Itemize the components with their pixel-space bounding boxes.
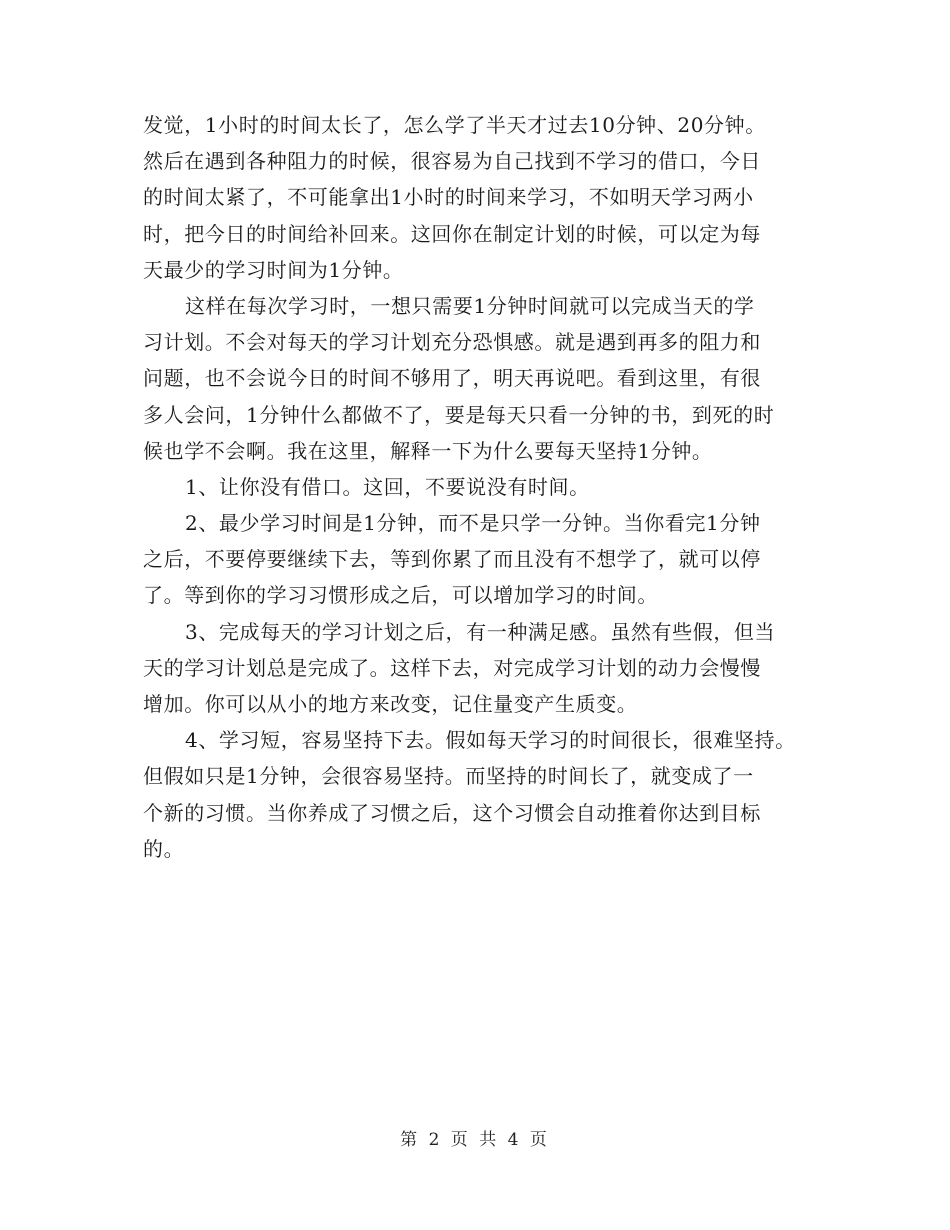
text-line: 时，把今日的时间给补回来。这回你在制定计划的时候，可以定为每 [143, 221, 761, 246]
document-body [143, 107, 823, 867]
text-line: 的时间太紧了，不可能拿出1小时的时间来学习，不如明天学习两小 [143, 185, 754, 210]
text-line: 这样在每次学习时，一想只需要1分钟时间就可以完成当天的学 [185, 293, 755, 318]
text-line: 2、最少学习时间是1分钟，而不是只学一分钟。当你看完1分钟 [185, 511, 761, 536]
text-line: 天的学习计划总是完成了。这样下去，对完成学习计划的动力会慢慢 [143, 655, 761, 680]
text-line: 习计划。不会对每天的学习计划充分恐惧感。就是遇到再多的阻力和 [143, 330, 761, 355]
text-line: 了。等到你的学习习惯形成之后，可以增加学习的时间。 [143, 583, 658, 608]
text-line: 但假如只是1分钟，会很容易坚持。而坚持的时间长了，就变成了一 [143, 764, 754, 789]
text-line: 天最少的学习时间为1分钟。 [143, 257, 404, 282]
text-line: 个新的习惯。当你养成了习惯之后，这个习惯会自动推着你达到目标 [143, 800, 761, 825]
text-line: 候也学不会啊。我在这里，解释一下为什么要每天坚持1分钟。 [143, 438, 713, 463]
text-line: 多人会问，1分钟什么都做不了，要是每天只看一分钟的书，到死的时 [143, 402, 775, 427]
text-line: 1、让你没有借口。这回，不要说没有时间。 [185, 474, 590, 499]
text-line: 3、完成每天的学习计划之后，有一种满足感。虽然有些假，但当 [185, 619, 776, 644]
text-line: 之后，不要停要继续下去，等到你累了而且没有不想学了，就可以停 [143, 547, 761, 572]
text-line: 4、学习短，容易坚持下去。假如每天学习的时间很长，很难坚持。 [185, 728, 796, 753]
page-number-footer: 第 2 页 共 4 页 [400, 1130, 550, 1150]
text-line: 发觉，1小时的时间太长了，怎么学了半天才过去10分钟、20分钟。 [143, 113, 766, 137]
text-line: 增加。你可以从小的地方来改变，记住量变产生质变。 [143, 692, 638, 716]
text-line: 的。 [143, 836, 185, 861]
text-line: 问题，也不会说今日的时间不够用了，明天再说吧。看到这里，有很 [143, 366, 761, 391]
text-line: 然后在遇到各种阻力的时候，很容易为自己找到不学习的借口，今日 [143, 149, 761, 174]
